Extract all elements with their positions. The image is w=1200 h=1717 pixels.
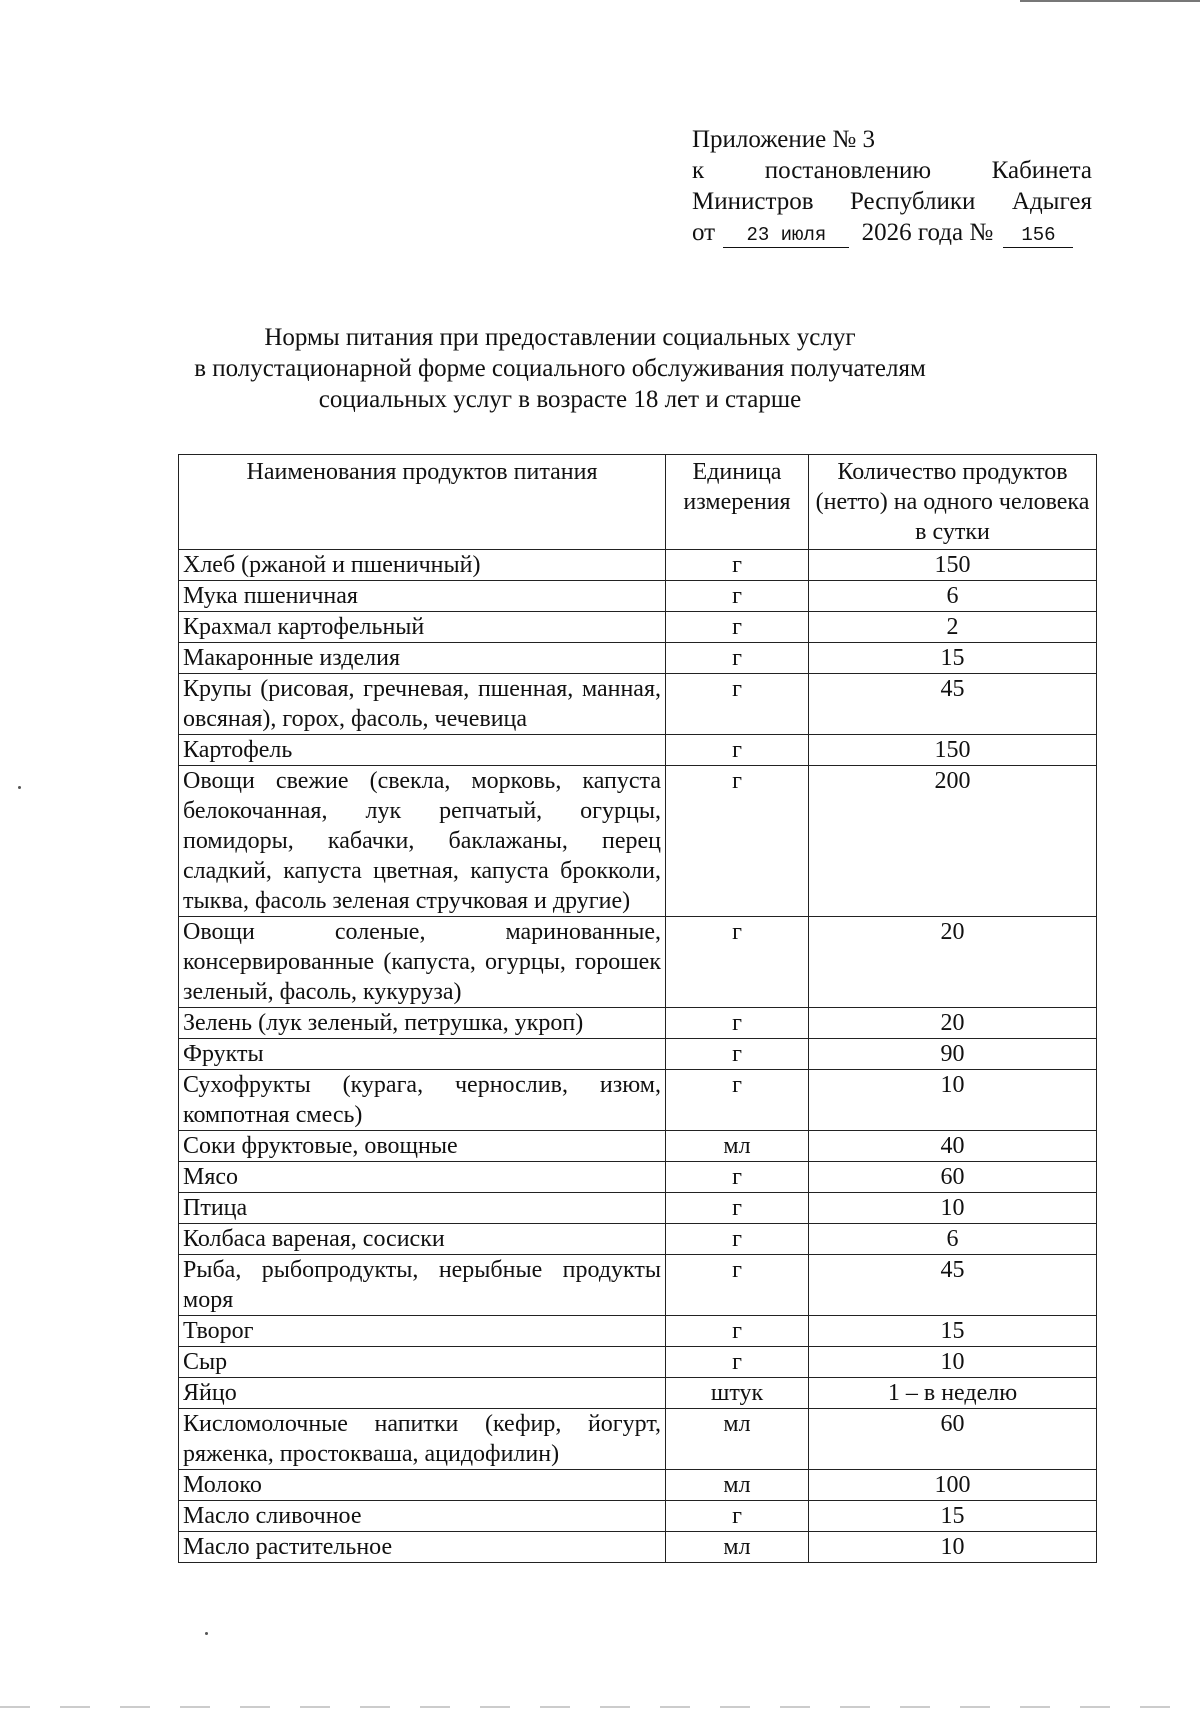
- unit-cell: г: [666, 1008, 809, 1039]
- table-row: [179, 735, 1097, 766]
- quantity-cell: 40: [809, 1131, 1097, 1162]
- unit-cell: мл: [666, 1470, 809, 1501]
- product-name-cell: Сухофрукты (курага, чернослив, изюм, компотная смесь): [179, 1070, 666, 1131]
- unit-cell: г: [666, 1255, 809, 1316]
- table-row: [179, 766, 1097, 917]
- annex-line-3: [692, 186, 1092, 217]
- quantity-cell: 200: [809, 766, 1097, 917]
- quantity-cell: 1 – в неделю: [809, 1378, 1097, 1409]
- scan-edge-line: [1020, 0, 1200, 2]
- table-row: [179, 1501, 1097, 1532]
- table-row: [179, 674, 1097, 735]
- table-row: [179, 1532, 1097, 1563]
- product-name-cell: Масло сливочное: [179, 1501, 666, 1532]
- scan-speck: [205, 1632, 208, 1635]
- quantity-cell: 10: [809, 1347, 1097, 1378]
- unit-cell: мл: [666, 1131, 809, 1162]
- annex-word: к: [692, 157, 705, 184]
- table-row: [179, 1255, 1097, 1316]
- quantity-cell: 100: [809, 1470, 1097, 1501]
- table-row: [179, 917, 1097, 1008]
- unit-cell: мл: [666, 1532, 809, 1563]
- unit-cell: г: [666, 1039, 809, 1070]
- annex-word: Министров: [692, 188, 814, 215]
- scan-edge-line: [0, 1706, 1200, 1708]
- product-name-cell: Рыба, рыбопродукты, нерыбные продукты моря: [179, 1255, 666, 1316]
- annex-title: Приложение № 3: [692, 126, 876, 153]
- unit-cell: г: [666, 550, 809, 581]
- quantity-cell: 10: [809, 1070, 1097, 1131]
- date-prefix: от: [692, 219, 716, 246]
- table-row: [179, 1131, 1097, 1162]
- quantity-cell: 45: [809, 1255, 1097, 1316]
- product-name-cell: Масло растительное: [179, 1532, 666, 1563]
- unit-cell: г: [666, 917, 809, 1008]
- table-row: [179, 1347, 1097, 1378]
- table-row: [179, 1378, 1097, 1409]
- table-row: [179, 581, 1097, 612]
- product-name-cell: Макаронные изделия: [179, 643, 666, 674]
- nutrition-norms-table: [178, 454, 1097, 1563]
- unit-cell: г: [666, 1316, 809, 1347]
- quantity-cell: 10: [809, 1532, 1097, 1563]
- quantity-cell: 20: [809, 1008, 1097, 1039]
- annex-word: Кабинета: [991, 157, 1092, 184]
- product-name-cell: Зелень (лук зеленый, петрушка, укроп): [179, 1008, 666, 1039]
- product-name-cell: Соки фруктовые, овощные: [179, 1131, 666, 1162]
- unit-cell: г: [666, 1193, 809, 1224]
- quantity-cell: 20: [809, 917, 1097, 1008]
- annex-word: постановлению: [764, 157, 932, 184]
- quantity-cell: 150: [809, 550, 1097, 581]
- title-line-1: Нормы питания при предоставлении социальных услуг: [264, 324, 856, 351]
- title-line-3: социальных услуг в возрасте 18 лет и старше: [318, 386, 802, 413]
- product-name-cell: Хлеб (ржаной и пшеничный): [179, 550, 666, 581]
- annex-word: Адыгея: [1011, 188, 1092, 215]
- quantity-cell: 60: [809, 1162, 1097, 1193]
- table-row: [179, 1224, 1097, 1255]
- table-header-row: [179, 455, 1097, 550]
- quantity-cell: 15: [809, 1316, 1097, 1347]
- unit-cell: г: [666, 1162, 809, 1193]
- product-name-cell: Птица: [179, 1193, 666, 1224]
- table-row: [179, 1193, 1097, 1224]
- annex-line-2: [692, 155, 1092, 186]
- product-name-cell: Крахмал картофельный: [179, 612, 666, 643]
- unit-cell: г: [666, 766, 809, 917]
- header-product-name: Наименования продуктов питания: [179, 455, 666, 550]
- quantity-cell: 90: [809, 1039, 1097, 1070]
- unit-cell: г: [666, 612, 809, 643]
- table-row: [179, 550, 1097, 581]
- quantity-cell: 10: [809, 1193, 1097, 1224]
- table-row: [179, 1162, 1097, 1193]
- product-name-cell: Кисломолочные напитки (кефир, йогурт, ряженка, простокваша, ацидофилин): [179, 1409, 666, 1470]
- quantity-cell: 45: [809, 674, 1097, 735]
- header-unit: Единица измерения: [666, 455, 809, 550]
- table-row: [179, 1470, 1097, 1501]
- table-row: [179, 1070, 1097, 1131]
- table-row: [179, 643, 1097, 674]
- unit-cell: мл: [666, 1409, 809, 1470]
- unit-cell: г: [666, 1224, 809, 1255]
- product-name-cell: Картофель: [179, 735, 666, 766]
- unit-cell: г: [666, 1070, 809, 1131]
- quantity-cell: 6: [809, 1224, 1097, 1255]
- table-row: [179, 612, 1097, 643]
- annex-date-line: [692, 217, 1092, 248]
- product-name-cell: Мясо: [179, 1162, 666, 1193]
- product-name-cell: Колбаса вареная, сосиски: [179, 1224, 666, 1255]
- product-name-cell: Молоко: [179, 1470, 666, 1501]
- document-title: [170, 322, 950, 415]
- table-row: [179, 1409, 1097, 1470]
- quantity-cell: 60: [809, 1409, 1097, 1470]
- quantity-cell: 6: [809, 581, 1097, 612]
- product-name-cell: Овощи свежие (свекла, морковь, капуста белокочанная, лук репчатый, огурцы, помидоры, кабачки, баклажаны, перец сладкий, капуста цветная, капуста брокколи, тыква, фасоль зеленая стручковая и другие): [179, 766, 666, 917]
- table-row: [179, 1008, 1097, 1039]
- table-row: [179, 1039, 1097, 1070]
- product-name-cell: Мука пшеничная: [179, 581, 666, 612]
- unit-cell: г: [666, 1347, 809, 1378]
- product-name-cell: Овощи соленые, маринованные, консервированные (капуста, огурцы, горошек зеленый, фасоль, кукуруза): [179, 917, 666, 1008]
- scan-speck: [18, 786, 21, 789]
- header-quantity: Количество продуктов (нетто) на одного человека в сутки: [809, 455, 1097, 550]
- unit-cell: г: [666, 643, 809, 674]
- quantity-cell: 150: [809, 735, 1097, 766]
- product-name-cell: Творог: [179, 1316, 666, 1347]
- date-day-month: 23 июля: [723, 223, 849, 248]
- unit-cell: г: [666, 674, 809, 735]
- unit-cell: г: [666, 1501, 809, 1532]
- title-line-2: в полустационарной форме социального обслуживания получателям: [194, 355, 926, 382]
- unit-cell: г: [666, 581, 809, 612]
- date-year-text: 2026 года №: [861, 219, 994, 246]
- product-name-cell: Фрукты: [179, 1039, 666, 1070]
- quantity-cell: 2: [809, 612, 1097, 643]
- quantity-cell: 15: [809, 1501, 1097, 1532]
- product-name-cell: Яйцо: [179, 1378, 666, 1409]
- annex-header: [692, 124, 1092, 248]
- product-name-cell: Сыр: [179, 1347, 666, 1378]
- product-name-cell: Крупы (рисовая, гречневая, пшенная, манная, овсяная), горох, фасоль, чечевица: [179, 674, 666, 735]
- unit-cell: штук: [666, 1378, 809, 1409]
- unit-cell: г: [666, 735, 809, 766]
- document-number: 156: [1003, 223, 1073, 248]
- annex-word: Республики: [849, 188, 976, 215]
- quantity-cell: 15: [809, 643, 1097, 674]
- table-row: [179, 1316, 1097, 1347]
